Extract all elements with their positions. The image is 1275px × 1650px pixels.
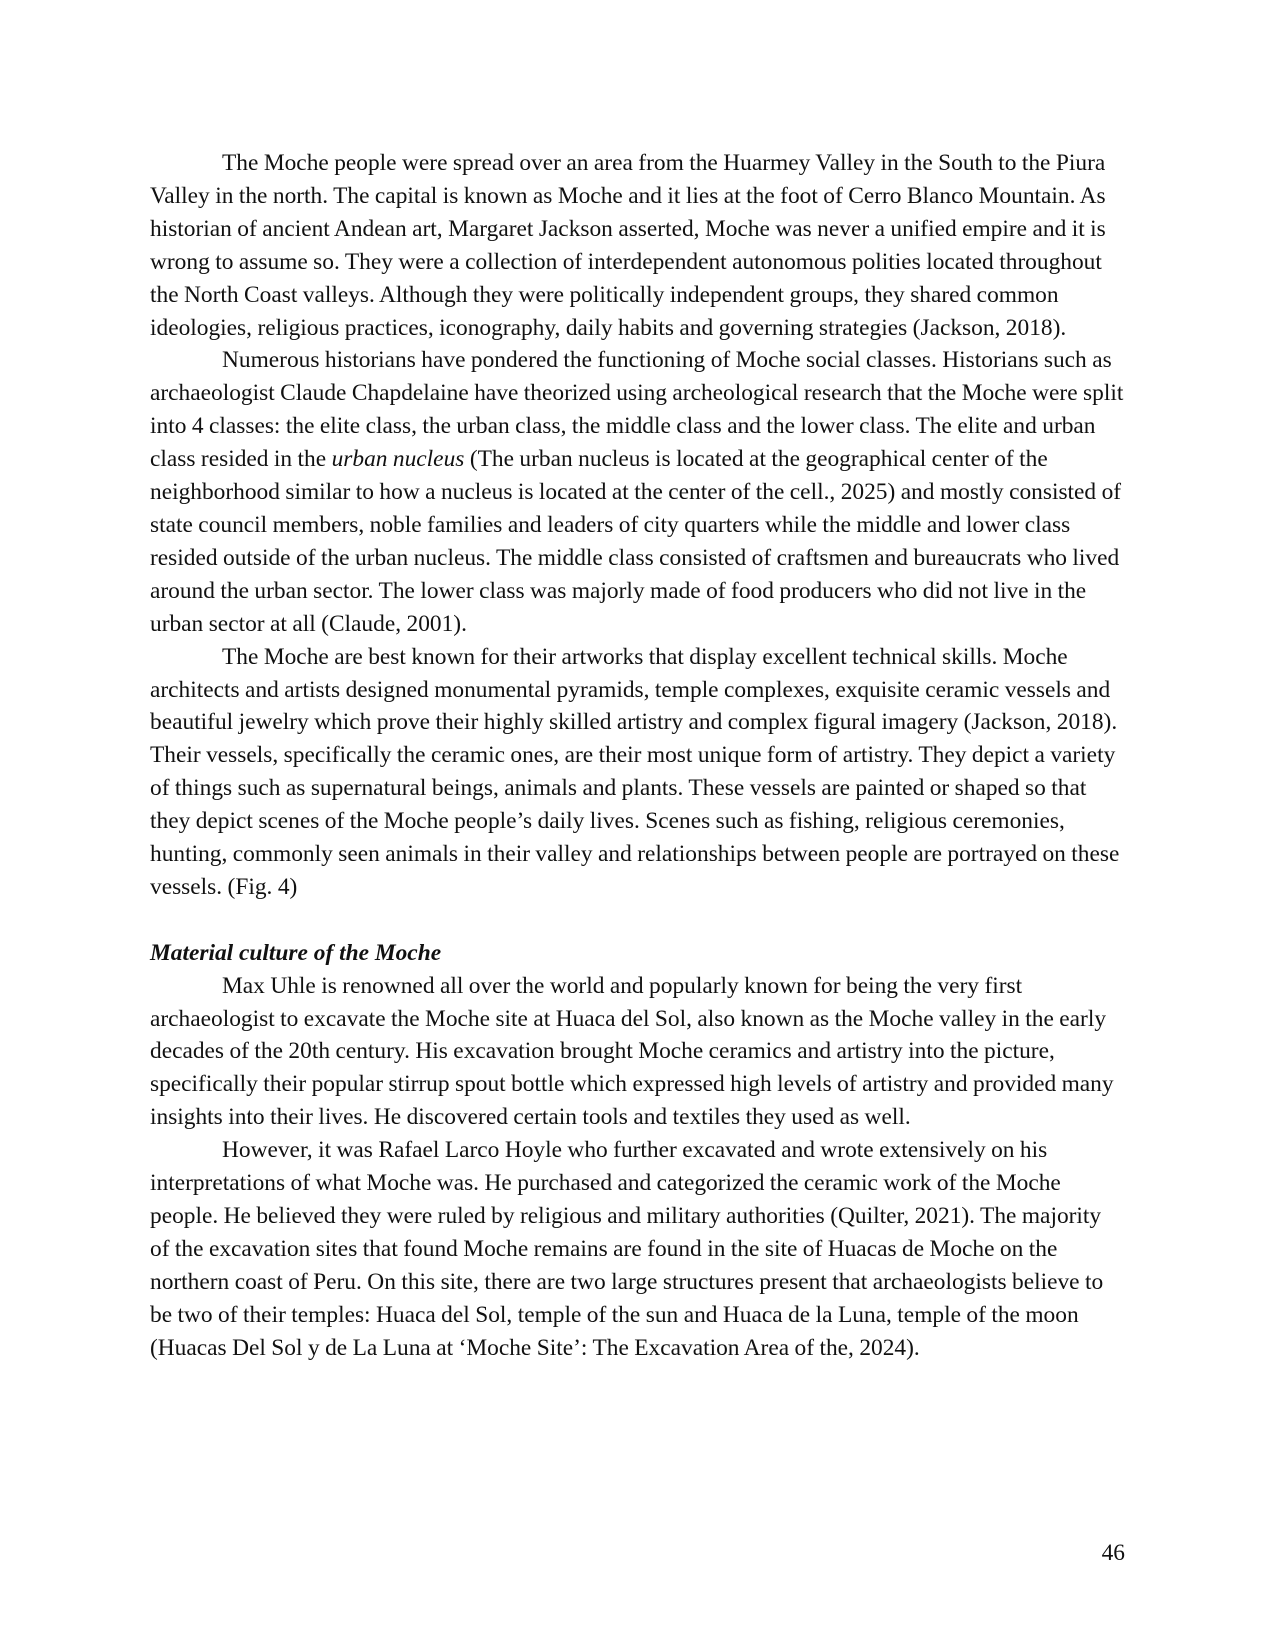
paragraph-social-classes xyxy=(150,344,1125,640)
body-text xyxy=(150,147,1125,1365)
page-number: 46 xyxy=(1101,1540,1125,1566)
section-heading: Material culture of the Moche xyxy=(150,939,442,966)
paragraph-artworks: The Moche are best known for their artworks that display excellent technical skills. Moche architects and artists designed monumental pyramids, temple complexes, exquisite ceramic vessels and beautiful jewelry which prove their highly skilled artistry and complex figural imagery (Jackson, 2018). Their vessels, specifically the ceramic ones, are their most unique form of artistry. They depict a variety of things such as supernatural beings, animals and plants. These vessels are painted or shaped so that they depict scenes of the Moche people’s daily lives. Scenes such as fishing, religious ceremonies, hunting, commonly seen animals in their valley and relationships between people are portrayed on these vessels. (Fig. 4) xyxy=(150,643,1120,900)
paragraph-gap xyxy=(150,904,1125,937)
social-classes-text-end: (The urban nucleus is located at the geographical center of the neighborhood similar to how a nucleus is located at the center of the cell., 2025) and mostly consisted of state council members, noble families and leaders of city quarters while the middle and lower class resided outside of the urban nucleus. The middle class consisted of craftsmen and bureaucrats who lived around the urban sector. The lower class was majorly made of food producers who did not live in the urban sector at all (Claude, 2001). xyxy=(150,446,1122,637)
paragraph-max-uhle: Max Uhle is renowned all over the world and popularly known for being the very first archaeologist to excavate the Moche site at Huaca del Sol, also known as the Moche valley in the early decades of the 20th century. His excavation brought Moche ceramics and artistry into the picture, specifically their popular stirrup spout bottle which expressed high levels of artistry and provided many insights into their lives. He discovered certain tools and textiles they used as well. xyxy=(150,972,1114,1131)
social-classes-text-start: Numerous historians have pondered the functioning of Moche social classes. Historians such as archaeologist Claude Chapdelaine have theorized using archeological research that the Moche were split into 4 classes: the elite class, the urban class, the middle class and the lower class. The elite and urban class resided in the xyxy=(150,347,1124,473)
paragraph-moche-geography: The Moche people were spread over an area from the Huarmey Valley in the South to the Piura Valley in the north. The capital is known as Moche and it lies at the foot of Cerro Blanco Mountain. As historian of ancient Andean art, Margaret Jackson asserted, Moche was never a unified empire and it is wrong to assume so. They were a collection of interdependent autonomous polities located throughout the North Coast valleys. Although they were politically independent groups, they shared common ideologies, religious practices, iconography, daily habits and governing strategies (Jackson, 2018). xyxy=(150,150,1106,341)
paragraph-larco-hoyle: However, it was Rafael Larco Hoyle who further excavated and wrote extensively on his interpretations of what Moche was. He purchased and categorized the ceramic work of the Moche people. He believed they were ruled by religious and military authorities (Quilter, 2021). The majority of the excavation sites that found Moche remains are found in the site of Huacas de Moche on the northern coast of Peru. On this site, there are two large structures present that archaeologists believe to be two of their temples: Huaca del Sol, temple of the sun and Huaca de la Luna, temple of the moon (Huacas Del Sol y de La Luna at ‘Moche Site’: The Excavation Area of the, 2024). xyxy=(150,1137,1104,1361)
urban-nucleus-term: urban nucleus xyxy=(331,446,465,473)
